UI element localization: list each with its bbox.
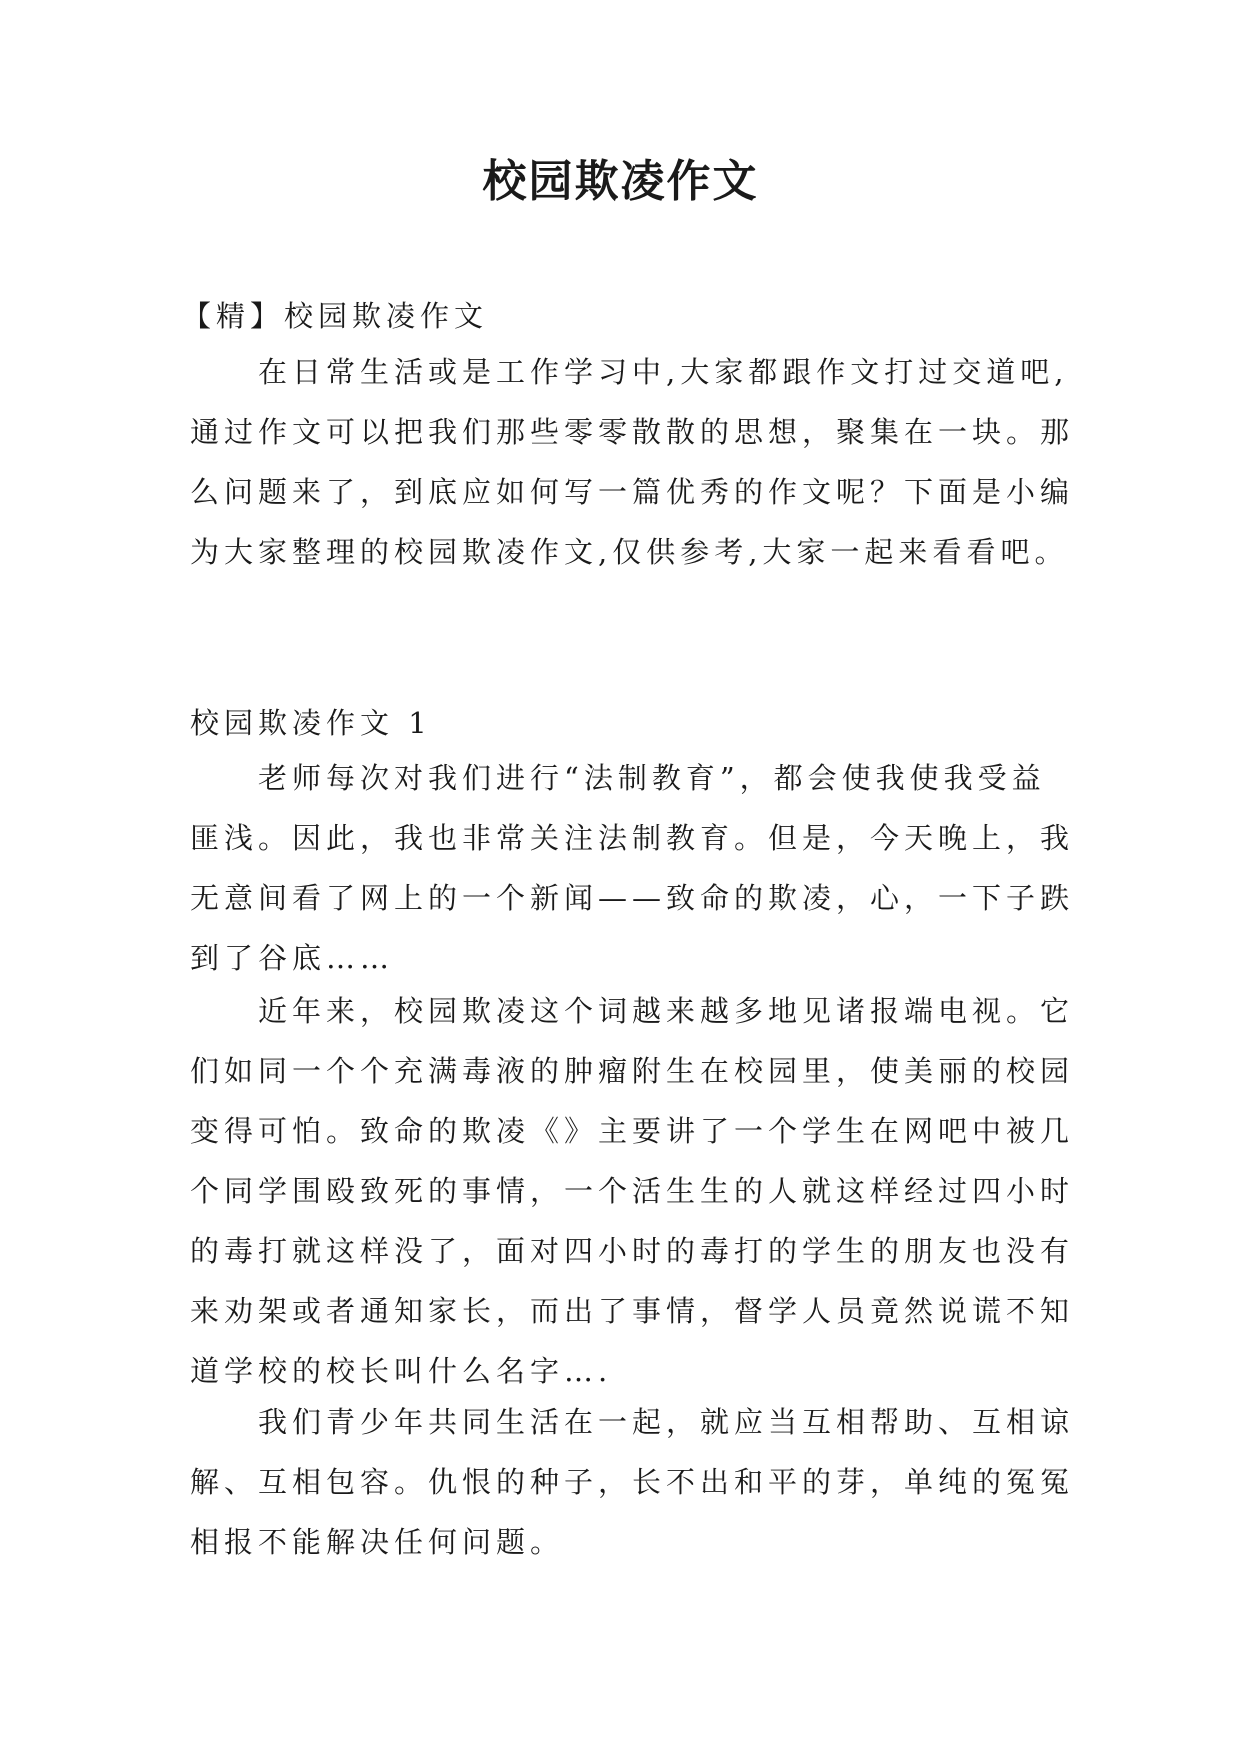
intro-paragraph <box>190 342 1075 582</box>
text-line: 道学校的校长叫什么名字…. <box>190 1354 613 1388</box>
text-line: 老师每次对我们进行“法制教育”，都会使我使我受益 <box>258 761 1046 795</box>
paragraph-1 <box>190 748 1075 988</box>
text-line: 的毒打就这样没了，面对四小时的毒打的学生的朋友也没有 <box>190 1234 1075 1268</box>
section-heading <box>190 693 1060 753</box>
text-line: 在日常生活或是工作学习中,大家都跟作文打过交道吧, <box>258 355 1069 389</box>
document-title: 校园欺凌作文 <box>482 156 759 207</box>
subtitle-line: 【精】校园欺凌作文 <box>182 299 489 333</box>
text-line: 么问题来了，到底应如何写一篇优秀的作文呢？下面是小编 <box>190 475 1075 509</box>
text-line: 通过作文可以把我们那些零零散散的思想，聚集在一块。那 <box>190 415 1075 449</box>
text-line: 近年来，校园欺凌这个词越来越多地见诸报端电视。它 <box>258 994 1075 1028</box>
text-line: 为大家整理的校园欺凌作文,仅供参考,大家一起来看看吧。 <box>190 535 1069 569</box>
section-heading-text: 校园欺凌作文 1 <box>190 706 432 740</box>
text-line: 变得可怕。致命的欺凌《》主要讲了一个学生在网吧中被几 <box>190 1114 1075 1148</box>
document-subtitle <box>182 286 1052 346</box>
text-line: 匪浅。因此，我也非常关注法制教育。但是，今天晚上，我 <box>190 821 1075 855</box>
text-line: 我们青少年共同生活在一起，就应当互相帮助、互相谅 <box>258 1405 1075 1439</box>
text-line: 个同学围殴致死的事情，一个活生生的人就这样经过四小时 <box>190 1174 1075 1208</box>
text-line: 们如同一个个充满毒液的肿瘤附生在校园里，使美丽的校园 <box>190 1054 1075 1088</box>
text-line: 解、互相包容。仇恨的种子，长不出和平的芽，单纯的冤冤 <box>190 1465 1075 1499</box>
text-line: 到了谷底…… <box>190 941 395 975</box>
text-line: 来劝架或者通知家长，而出了事情，督学人员竟然说谎不知 <box>190 1294 1075 1328</box>
text-line: 无意间看了网上的一个新闻——致命的欺凌，心，一下子跌 <box>190 881 1075 915</box>
paragraph-3 <box>190 1392 1075 1572</box>
paragraph-2 <box>190 981 1075 1401</box>
text-line: 相报不能解决任何问题。 <box>190 1525 565 1559</box>
